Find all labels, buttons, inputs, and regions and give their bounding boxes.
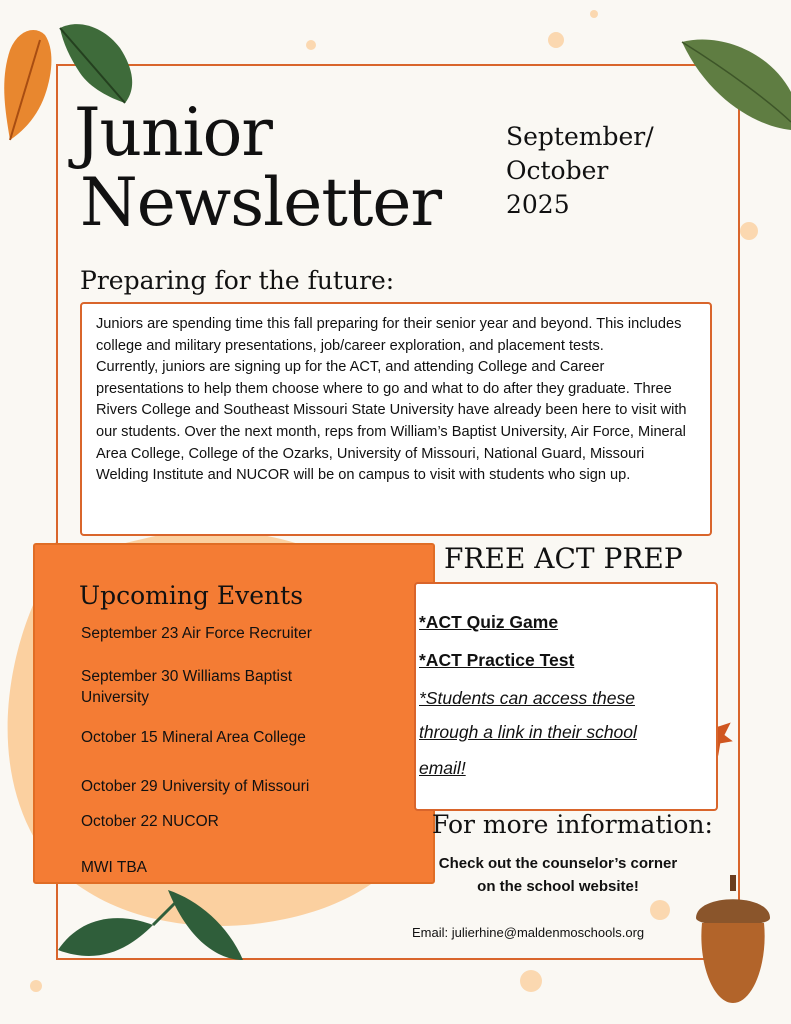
act-quiz-link[interactable]: *ACT Quiz Game bbox=[419, 612, 559, 632]
preparing-heading: Preparing for the future: bbox=[80, 266, 395, 295]
event-item: October 29 University of Missouri bbox=[81, 778, 310, 795]
dot-decoration bbox=[740, 222, 758, 240]
events-heading: Upcoming Events bbox=[79, 581, 304, 610]
info-line: Check out the counselor’s corner bbox=[438, 855, 678, 872]
event-item: September 30 Williams Baptist University bbox=[81, 668, 293, 706]
act-practice-link[interactable]: *ACT Practice Test bbox=[419, 650, 575, 670]
event-item: October 22 NUCOR bbox=[81, 813, 219, 830]
event-item: October 15 Mineral Area College bbox=[81, 729, 306, 746]
preparing-box bbox=[80, 302, 712, 536]
date-line1: September/ bbox=[506, 122, 654, 151]
newsletter-title-line2: Newsletter bbox=[80, 164, 441, 241]
contact-email[interactable]: Email: julierhine@maldenmoschools.org bbox=[412, 925, 645, 940]
green-oak-leaves-icon bbox=[58, 880, 248, 980]
dot-decoration bbox=[520, 970, 542, 992]
preparing-body: Juniors are spending time this fall preparing for their senior year and beyond. This includes college and military presentations, job/career exploration, and placement tests. Currently, juniors are signing up for the ACT, and attending College and Career presentations to help them choose where to go and what to do after they graduate. Three Rivers College and Southeast Missouri State University have already been here to visit with our students. Over the next month, reps from William’s Baptist University, Air Force, Mineral Area College, College of the Ozarks, University of Missouri, National Guard, Missouri Welding Institute and NUCOR will be on campus to visit with students who sign up. bbox=[96, 316, 687, 484]
event-item: MWI TBA bbox=[81, 859, 148, 876]
info-line: on the school website! bbox=[477, 878, 639, 895]
info-heading: For more information: bbox=[432, 810, 713, 839]
dot-decoration bbox=[30, 980, 42, 992]
orange-oak-leaf-icon bbox=[0, 20, 60, 150]
act-access-text: *Students can access these bbox=[419, 688, 635, 708]
sage-leaf-icon bbox=[680, 32, 791, 132]
dot-decoration bbox=[548, 32, 564, 48]
date-line2: October bbox=[506, 156, 609, 185]
event-item: September 23 Air Force Recruiter bbox=[81, 625, 312, 642]
newsletter-title-line1: Junior bbox=[74, 94, 272, 171]
dot-decoration bbox=[590, 10, 598, 18]
date-line3: 2025 bbox=[506, 190, 570, 219]
act-heading: FREE ACT PREP bbox=[444, 542, 683, 575]
act-access-text: email! bbox=[419, 758, 466, 778]
act-access-text: through a link in their school bbox=[419, 722, 637, 742]
dot-decoration bbox=[306, 40, 316, 50]
upcoming-events-panel bbox=[33, 543, 435, 884]
